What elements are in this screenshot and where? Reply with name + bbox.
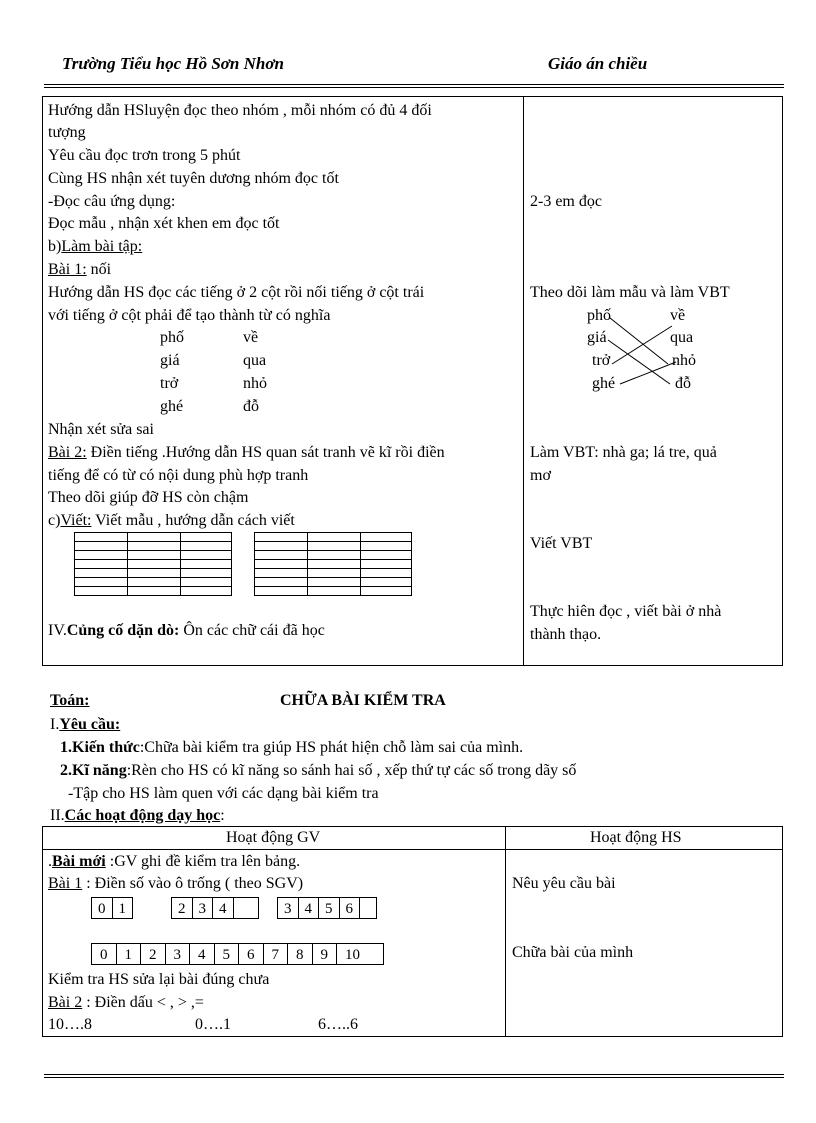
number-cell: 8 bbox=[287, 943, 313, 965]
word-right: đỗ bbox=[243, 398, 259, 415]
exercise-label: Bài 2 bbox=[48, 994, 83, 1011]
number-cell: 0 bbox=[91, 943, 117, 965]
section-2-heading bbox=[50, 806, 225, 826]
match-line bbox=[610, 318, 668, 364]
heading-label: Yêu cầu: bbox=[59, 716, 121, 733]
text-line: tiếng để có từ có nội dung phù hợp tranh bbox=[48, 467, 309, 484]
match-word-left: trở bbox=[592, 352, 611, 369]
activities-table-divider bbox=[505, 826, 506, 1037]
match-line bbox=[612, 326, 672, 364]
text-line: Cùng HS nhận xét tuyên dương nhóm đọc tốt bbox=[48, 170, 339, 187]
text-line: Đọc mẫu , nhận xét khen em đọc tốt bbox=[48, 215, 280, 232]
objective-label: 2.Kĩ năng bbox=[60, 762, 127, 779]
word-left: phố bbox=[160, 329, 184, 346]
number-sequence-2 bbox=[92, 943, 384, 965]
empty-cell bbox=[233, 897, 259, 919]
new-lesson-line bbox=[48, 852, 300, 872]
heading-suffix: : bbox=[220, 807, 225, 824]
heading-prefix: c) bbox=[48, 512, 61, 529]
match-word-left: ghé bbox=[592, 375, 616, 392]
text-line: 2-3 em đọc bbox=[530, 193, 602, 210]
heading-label: Củng cố dặn dò: bbox=[66, 622, 180, 639]
number-cell: 2 bbox=[171, 897, 193, 919]
number-cell: 3 bbox=[165, 943, 191, 965]
number-sequence-1b bbox=[172, 897, 259, 919]
subject-label: Toán: bbox=[50, 692, 90, 709]
number-cell: 1 bbox=[112, 897, 134, 919]
exercise-text: nối bbox=[86, 261, 112, 278]
heading-label: Làm bài tập: bbox=[61, 238, 143, 255]
heading-label: Các hoạt động dạy học bbox=[64, 807, 221, 824]
empty-cell bbox=[359, 897, 377, 919]
text-line: Theo dõi giúp đỡ HS còn chậm bbox=[48, 489, 249, 506]
objective-skill bbox=[60, 761, 576, 781]
math-exercise-1-heading bbox=[48, 874, 303, 894]
student-activity-1: Nêu yêu cầu bài bbox=[512, 875, 616, 892]
word-left: trở bbox=[160, 375, 179, 392]
line-prefix: . bbox=[48, 853, 52, 870]
text-line: Yêu cầu đọc trơn trong 5 phút bbox=[48, 147, 241, 164]
number-cell: 10 bbox=[336, 943, 384, 965]
number-sequence-1a bbox=[92, 897, 133, 919]
text-line: Theo dõi làm mẫu và làm VBT bbox=[530, 284, 730, 301]
text-line: thành thạo. bbox=[530, 626, 602, 643]
exercise-label: Bài 1: bbox=[48, 261, 87, 278]
word-left: ghé bbox=[160, 398, 184, 415]
text-line: tượng bbox=[48, 124, 86, 141]
line-label: Bài mới bbox=[52, 853, 106, 870]
section-1-heading bbox=[50, 715, 120, 735]
number-cell: 4 bbox=[212, 897, 234, 919]
document-type: Giáo án chiều bbox=[548, 54, 648, 73]
objective-text: :Chữa bài kiểm tra giúp HS phát hiện chỗ làm sai của mình. bbox=[139, 739, 524, 756]
number-sequence-1c bbox=[278, 897, 377, 919]
word-right: qua bbox=[243, 352, 267, 369]
word-right: nhỏ bbox=[243, 375, 267, 392]
exercise-label: Bài 1 bbox=[48, 875, 83, 892]
objective-label: 1.Kiến thức bbox=[60, 739, 140, 756]
school-name: Trường Tiểu học Hồ Sơn Nhơn bbox=[62, 54, 284, 73]
footer-rule-top bbox=[44, 1074, 784, 1075]
exercise-text: : Điền dấu < , > ,= bbox=[82, 994, 204, 1011]
heading-text: Ôn các chữ cái đã học bbox=[179, 622, 325, 639]
match-word-left: giá bbox=[587, 329, 607, 346]
objective-text: :Rèn cho HS có kĩ năng so sánh hai số , xếp thứ tự các số trong dãy số bbox=[126, 762, 577, 779]
number-cell: 6 bbox=[339, 897, 361, 919]
text-line: Viết VBT bbox=[530, 535, 593, 552]
objective-knowledge bbox=[60, 738, 523, 758]
col-student-header: Hoạt động HS bbox=[590, 829, 682, 846]
number-cell: 3 bbox=[277, 897, 299, 919]
check-line: Kiểm tra HS sửa lại bài đúng chưa bbox=[48, 971, 270, 988]
activities-table-header-rule bbox=[42, 849, 783, 850]
heading-label: Viết: bbox=[60, 512, 92, 529]
number-cell: 4 bbox=[298, 897, 320, 919]
match-word-right: qua bbox=[670, 329, 694, 346]
number-cell: 6 bbox=[238, 943, 264, 965]
text-line: mơ bbox=[530, 467, 551, 484]
student-activity-2: Chữa bài của mình bbox=[512, 944, 634, 961]
exercise-label: Bài 2: bbox=[48, 444, 87, 461]
comparison-item: 0….1 bbox=[195, 1016, 231, 1033]
text-line: với tiếng ở cột phải để tạo thành từ có nghĩa bbox=[48, 307, 331, 324]
footer-rule-bottom bbox=[44, 1077, 784, 1078]
text-line: Thực hiên đọc , viết bài ở nhà bbox=[530, 603, 722, 620]
heading-text: Viết mẫu , hướng dẫn cách viết bbox=[91, 512, 295, 529]
number-cell: 9 bbox=[312, 943, 338, 965]
heading-prefix: I. bbox=[50, 716, 60, 733]
text-line: -Đọc câu ứng dụng: bbox=[48, 193, 176, 210]
heading-prefix: II. bbox=[50, 807, 65, 824]
text-line: Nhận xét sửa sai bbox=[48, 421, 154, 438]
number-cell: 1 bbox=[116, 943, 142, 965]
col-teacher-header: Hoạt động GV bbox=[226, 829, 321, 846]
match-word-right: đỗ bbox=[675, 375, 691, 392]
comparison-item: 6…..6 bbox=[318, 1016, 358, 1033]
heading-prefix: b) bbox=[48, 238, 62, 255]
number-cell: 5 bbox=[214, 943, 240, 965]
match-word-right: về bbox=[670, 307, 686, 324]
word-right: về bbox=[243, 329, 259, 346]
heading-prefix: IV. bbox=[48, 622, 67, 639]
lesson-title: CHỮA BÀI KIỂM TRA bbox=[280, 692, 446, 709]
text-line: Làm VBT: nhà ga; lá tre, quả bbox=[530, 444, 717, 461]
match-line bbox=[620, 362, 676, 384]
math-exercise-2-heading bbox=[48, 993, 204, 1013]
number-cell: 4 bbox=[189, 943, 215, 965]
exercise-text: : Điền số vào ô trống ( theo SGV) bbox=[82, 875, 304, 892]
match-word-right: nhỏ bbox=[672, 352, 696, 369]
number-cell: 2 bbox=[140, 943, 166, 965]
comparison-item: 10….8 bbox=[48, 1016, 92, 1033]
number-cell: 3 bbox=[192, 897, 214, 919]
number-cell: 7 bbox=[263, 943, 289, 965]
exercise-text: Điền tiếng .Hướng dẫn HS quan sát tranh vẽ kĩ rồi điền bbox=[86, 444, 445, 461]
text-line: Hướng dẫn HS đọc các tiếng ở 2 cột rồi nối tiếng ở cột trái bbox=[48, 284, 425, 301]
word-left: giá bbox=[160, 352, 180, 369]
number-cell: 0 bbox=[91, 897, 113, 919]
objective-practice: -Tập cho HS làm quen với các dạng bài kiểm tra bbox=[68, 785, 379, 802]
match-word-left: phố bbox=[587, 307, 611, 324]
text-line: Hướng dẫn HSluyện đọc theo nhóm , mỗi nhóm có đủ 4 đối bbox=[48, 102, 432, 119]
line-text: :GV ghi đề kiểm tra lên bảng. bbox=[105, 853, 301, 870]
number-cell: 5 bbox=[318, 897, 340, 919]
